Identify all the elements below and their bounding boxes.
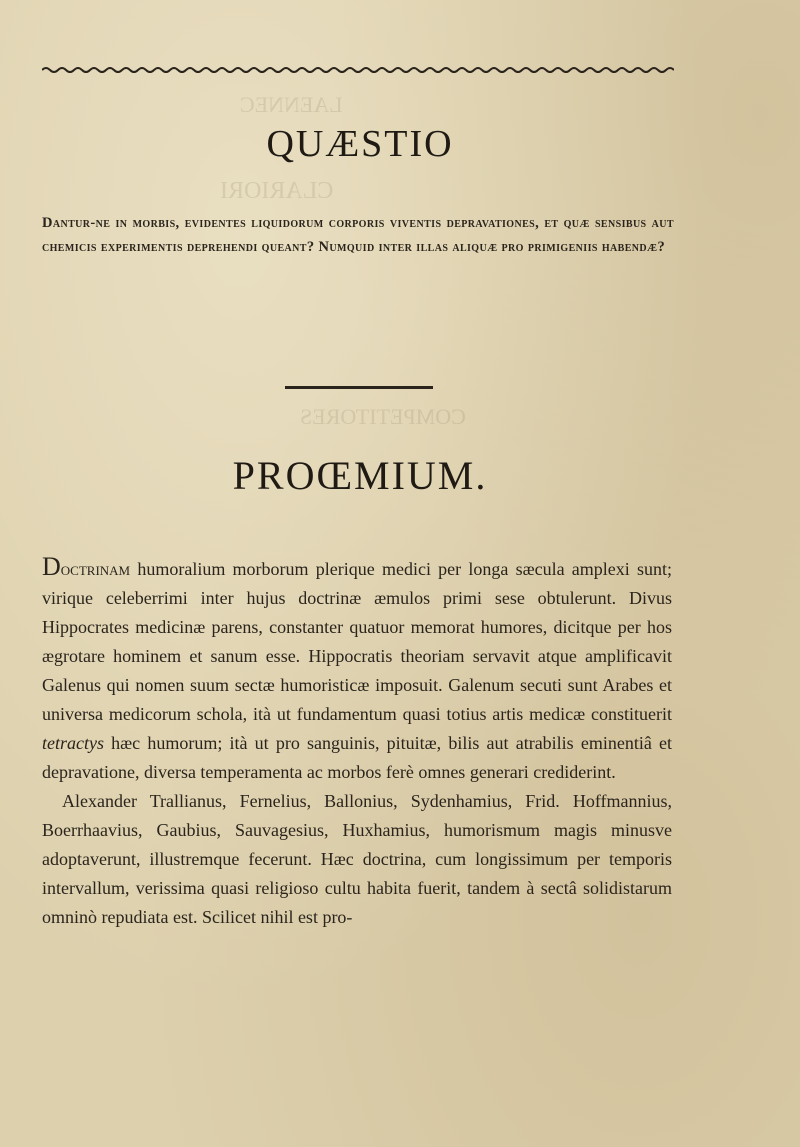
section-heading: PROŒMIUM. bbox=[232, 453, 488, 498]
show-through: LAENNEC bbox=[240, 92, 343, 117]
page-title: QUÆSTIO bbox=[266, 123, 454, 165]
question-body: in morbis, evidentes liquidorum corporis viventis depravationes, et quæ sensibus aut chemicis experimentis deprehendi queant? Numquid inter illas aliquæ pro primigeniis habendæ? bbox=[42, 215, 674, 255]
question-lead: Dantur-ne bbox=[42, 215, 111, 231]
italic-term: tetractys bbox=[42, 733, 104, 753]
show-through: COMPETITORES bbox=[300, 404, 466, 429]
paragraph-text: humoralium morborum plerique medici per longa sæcula amplexi sunt; virique celeberrimi inter hujus doctrinæ æmulos primi sese obtulerunt. Divus Hippocrates medicinæ parens, constanter quatuor memorat humores, dicitque per hos ægrotare hominem et sanum esse. Hippocratis theoriam servavit atque amplificavit Galenus qui nomen suum sectæ humoristicæ imposuit. Galenum secuti sunt Arabes et universa medicorum schola, ità ut fundamentum quasi totius artis medicæ constituerit bbox=[42, 559, 672, 724]
paragraph bbox=[42, 552, 672, 787]
show-through: CLARIORI bbox=[220, 178, 334, 204]
drop-cap: D bbox=[42, 552, 61, 581]
paragraph-text: hæc humorum; ità ut pro sanguinis, pituitæ, bilis aut atrabilis eminentiâ et depravatione, diversa temperamenta ac morbos ferè omnes generari crediderint. bbox=[42, 733, 672, 782]
body-text bbox=[42, 552, 672, 932]
question-text bbox=[42, 212, 674, 259]
paragraph: Alexander Trallianus, Fernelius, Ballonius, Sydenhamius, Frid. Hoffmannius, Boerrhaavius, Gaubius, Sauvagesius, Huxhamius, humorismum magis minusve adoptaverunt, illustremque fecerunt. Hæc doctrina, cum longissimum per temporis intervallum, verissima quasi religioso cultu habita fuerit, tandem à sectâ solidistarum omninò repudiata est. Scilicet nihil est pro- bbox=[42, 791, 672, 927]
section-divider bbox=[285, 386, 433, 389]
ornamental-rule bbox=[42, 66, 674, 74]
small-caps-word: octrinam bbox=[60, 559, 131, 579]
